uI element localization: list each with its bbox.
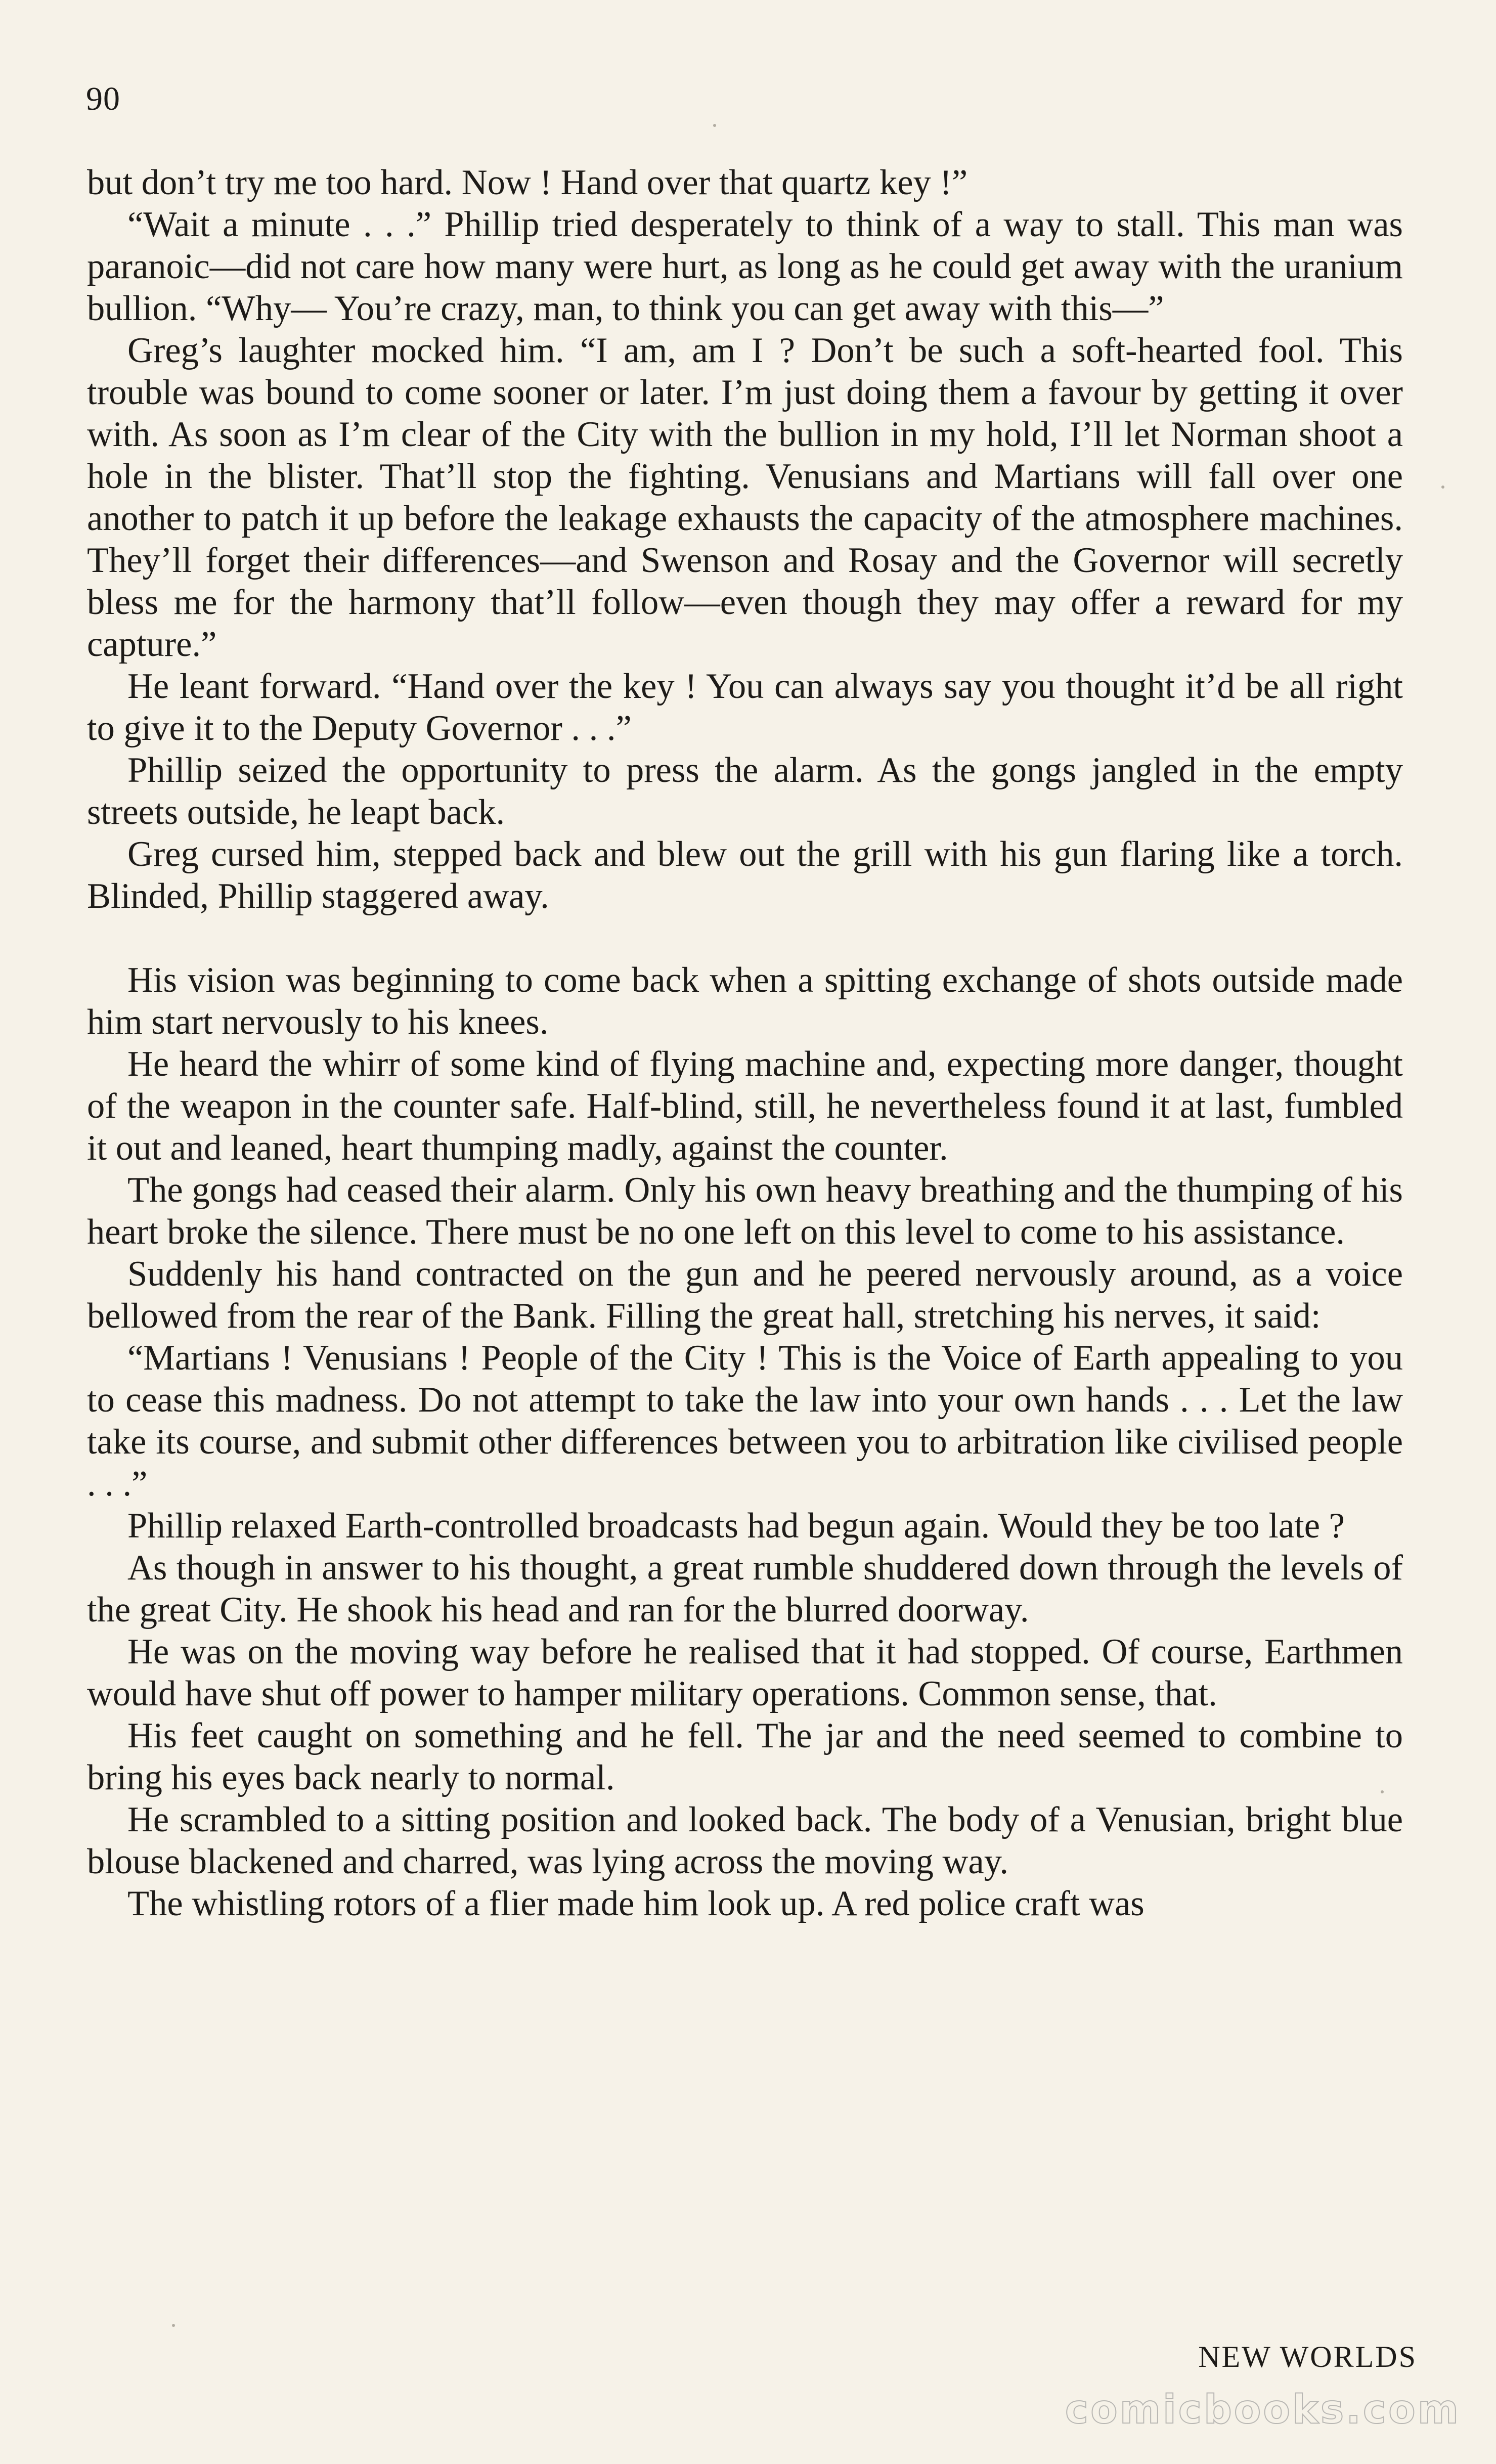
paragraph: Suddenly his hand contracted on the gun and he peered nervously around, as a voice bellowed from the rear of the Bank. Filling the great hall, stretching his nerves, it said: <box>87 1254 1403 1336</box>
paragraph: He heard the whirr of some kind of flying machine and, expecting more danger, thought of the weapon in the counter safe. Half-blind, still, he nevertheless found it at last, fumbled it out and leaned, heart thumping madly, against the counter. <box>87 1044 1403 1168</box>
paragraph: The gongs had ceased their alarm. Only his own heavy breathing and the thumping of his heart broke the silence. There must be no one left on this level to come to his assistance. <box>87 1170 1403 1252</box>
paper-speck <box>1381 1790 1384 1793</box>
paragraph: He leant forward. “Hand over the key ! You can always say you thought it’d be all right to give it to the Deputy Governor . . .” <box>87 667 1403 748</box>
paragraph: “Martians ! Venusians ! People of the City ! This is the Voice of Earth appealing to you to cease this madness. Do not attempt to take the law into your own hands . . . Let the law take its course, and submit other differences between you to arbitration like civilised people . . .” <box>87 1338 1403 1504</box>
paragraph: He was on the moving way before he realised that it had stopped. Of course, Earthmen would have shut off power to hamper military operations. Common sense, that. <box>87 1632 1403 1713</box>
paragraph: He scrambled to a sitting position and looked back. The body of a Venusian, bright blue blouse blackened and charred, was lying across the moving way. <box>87 1800 1403 1881</box>
paragraph: As though in answer to his thought, a great rumble shuddered down through the levels of the great City. He shook his head and ran for the blurred doorway. <box>87 1548 1403 1630</box>
paragraph: His feet caught on something and he fell. The jar and the need seemed to combine to bring his eyes back nearly to normal. <box>87 1716 1403 1797</box>
paragraph: His vision was beginning to come back when a spitting exchange of shots outside made him start nervously to his knees. <box>87 960 1403 1042</box>
paper-speck <box>713 124 716 127</box>
paragraph: Phillip relaxed Earth-controlled broadcasts had begun again. Would they be too late ? <box>127 1506 1345 1546</box>
paragraph: Phillip seized the opportunity to press the alarm. As the gongs jangled in the empty streets outside, he leapt back. <box>87 751 1403 832</box>
paragraph: but don’t try me too hard. Now ! Hand over that quartz key !” <box>87 163 968 202</box>
paragraph: “Wait a minute . . .” Phillip tried desperately to think of a way to stall. This man was paranoic—did not care how many were hurt, as long as he could get away with the uranium bullion. “Why— You’re crazy, man, to think you can get away with this—” <box>87 205 1403 328</box>
magazine-title: NEW WORLDS <box>1198 2340 1417 2373</box>
paper-speck <box>1441 486 1444 489</box>
paragraph: The whistling rotors of a flier made him look up. A red police craft was <box>127 1884 1145 1923</box>
paper-speck <box>172 2324 175 2327</box>
story-text <box>87 162 1403 1925</box>
watermark: comicbooks.com <box>1065 2387 1461 2433</box>
paragraph: Greg’s laughter mocked him. “I am, am I ? Don’t be such a soft-hearted fool. This trouble was bound to come sooner or later. I’m just doing them a favour by getting it over with. As soon as I’m clear of the City with the bullion in my hold, I’ll let Norman shoot a hole in the blister. That’ll stop the fighting. Venusians and Martians will fall over one another to patch it up before the leakage exhausts the capacity of the atmosphere machines. They’ll forget their differences—and Swenson and Rosay and the Governor will secretly bless me for the harmony that’ll follow—even though they may offer a reward for my capture.” <box>87 331 1403 664</box>
paragraph: Greg cursed him, stepped back and blew out the grill with his gun flaring like a torch. Blinded, Phillip staggered away. <box>87 834 1403 916</box>
page-number: 90 <box>86 80 120 117</box>
